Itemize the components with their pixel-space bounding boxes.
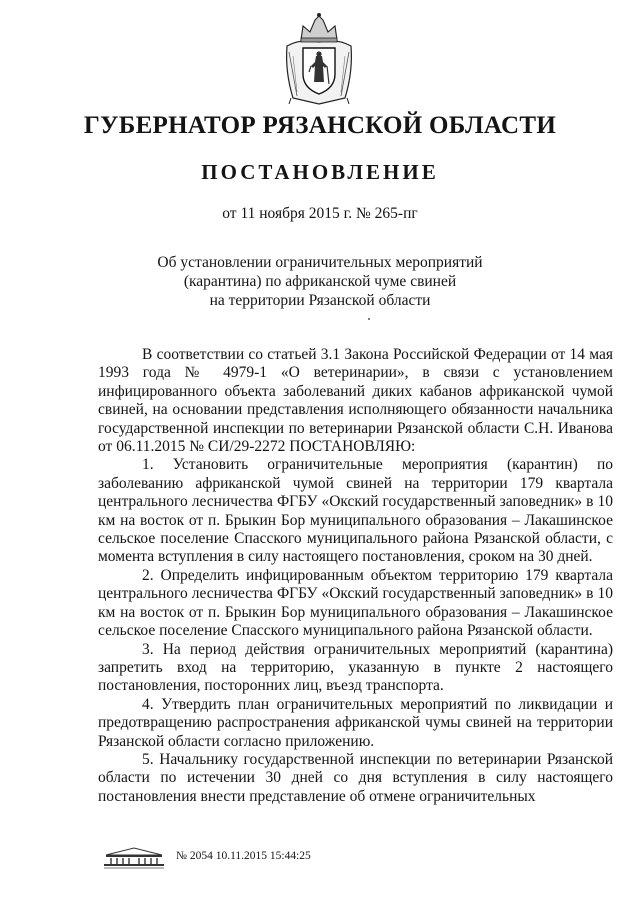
clause-paragraph: 2. Определить инфицированным объектом территорию 179 квартала центрального лесничества ФГБУ «Окский государственный заповедник» в 10 км на восток от п. Брыкин Бор муниципального образования – Лакашинское сельское поселение Спасского муниципального района Рязанской области.	[98, 566, 613, 640]
subject-line: Об установлении ограничительных мероприятий	[157, 254, 483, 271]
subject-line: на территории Рязанской области	[209, 292, 431, 309]
document-date-number: от 11 ноября 2015 г. № 265-пг	[222, 205, 418, 222]
preamble-paragraph: В соответствии со статьей 3.1 Закона Российской Федерации от 14 мая 1993 года № 4979-1 «О ветеринарии», в связи с установлением инфицированного объекта заболеваний диких кабанов африканской чумой свиней, на основании представления исполняющего обязанности начальника государственной инспекции по ветеринарии Рязанской области С.Н. Иванова от 06.11.2015 № СИ/29-2272 ПОСТАНОВЛЯЮ:	[98, 346, 613, 456]
document-body	[98, 346, 613, 806]
clause-paragraph: 1. Установить ограничительные мероприятия (карантин) по заболеванию африканской чумой свиней на территории 179 квартала центрального лесничества ФГБУ «Окский государственный заповедник» в 10 км на восток от п. Брыкин Бор муниципального образования – Лакашинское сельское поселение Спасского муниципального района Рязанской области, с момента вступления в силу настоящего постановления, сроком на 30 дней.	[98, 456, 613, 566]
issuer-title: ГУБЕРНАТОР РЯЗАНСКОЙ ОБЛАСТИ	[83, 112, 557, 139]
clause-paragraph: 3. На период действия ограничительных мероприятий (карантина) запретить вход на территорию, указанную в пункте 2 настоящего постановления, посторонних лиц, въезд транспорта.	[98, 640, 613, 695]
scan-speck	[368, 318, 370, 320]
clause-paragraph: 5. Начальнику государственной инспекции по ветеринарии Рязанской области по истечении 30 дней со дня вступления в силу настоящего постановления внести представление об отмене ограничительных	[98, 750, 613, 805]
registration-number: № 2054 10.11.2015 15:44:25	[176, 850, 311, 862]
document-subject	[120, 253, 520, 310]
clause-paragraph: 4. Утвердить план ограничительных мероприятий по ликвидации и предотвращению распространения африканской чумы свиней на территории Рязанской области согласно приложению.	[98, 695, 613, 750]
document-type: ПОСТАНОВЛЕНИЕ	[201, 160, 439, 184]
registration-footer	[102, 845, 402, 873]
subject-line: (карантина) по африканской чуме свиней	[183, 273, 457, 290]
government-building-icon	[102, 847, 166, 869]
coat-of-arms-icon	[279, 12, 359, 106]
